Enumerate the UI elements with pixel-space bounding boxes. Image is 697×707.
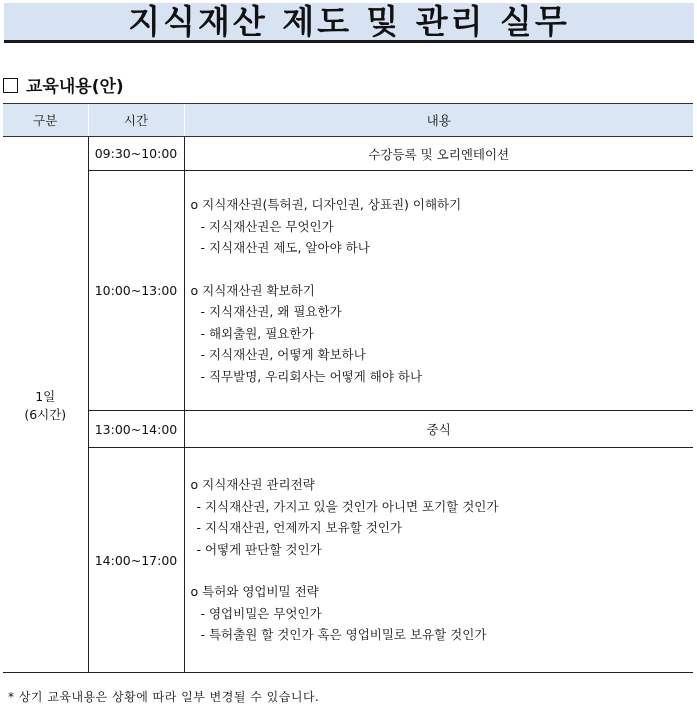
section-title: 교육내용(안) [26, 77, 124, 97]
time-cell: 09:30~10:00 [88, 137, 184, 171]
content-cell: 중식 [184, 411, 693, 448]
topic-item: - 직무발명, 우리회사는 어떻게 해야 하나 [200, 368, 423, 384]
topic-heading: o 지식재산권 확보하기 [190, 282, 315, 298]
table-row [3, 171, 693, 411]
topic-item: - 지식재산권 제도, 알아야 하나 [200, 240, 370, 255]
table-row [3, 448, 693, 673]
topic-item: - 어떻게 판단할 것인가 [196, 541, 322, 557]
topic-item: - 지식재산권, 왜 필요한가 [200, 304, 342, 319]
topic-item: - 해외출원, 필요한가 [200, 325, 314, 341]
title-banner [4, 3, 694, 43]
topic-heading: o 특허와 영업비밀 전략 [190, 584, 319, 600]
table-row [3, 137, 693, 171]
topic-item: - 지식재산권은 무엇인가 [200, 218, 334, 234]
table-row [3, 411, 693, 448]
topic-heading: o 지식재산권 관리전략 [190, 477, 315, 493]
content-cell: 수강등록 및 오리엔테이션 [184, 137, 693, 171]
page-title: 지식재산 제도 및 관리 실무 [128, 2, 570, 41]
time-cell: 10:00~13:00 [88, 171, 184, 411]
time-cell: 14:00~17:00 [88, 448, 184, 673]
header-time: 시간 [88, 104, 184, 137]
topic-item: - 지식재산권, 가지고 있을 것인가 아니면 포기할 것인가 [196, 498, 499, 514]
topic-item: - 특허출원 할 것인가 혹은 영업비밀로 보유할 것인가 [200, 627, 487, 643]
checkbox-square-icon [3, 78, 18, 93]
section-heading [3, 72, 124, 97]
header-content: 내용 [184, 104, 693, 137]
division-hours: (6시간) [24, 406, 67, 422]
header-division: 구분 [3, 104, 88, 137]
table-header-row [3, 104, 693, 137]
curriculum-table [3, 103, 693, 673]
topic-item: - 영업비밀은 무엇인가 [200, 605, 322, 621]
division-day: 1일 [35, 388, 56, 404]
time-cell: 13:00~14:00 [88, 411, 184, 448]
footnote: * 상기 교육내용은 상황에 따라 일부 변경될 수 있습니다. [8, 690, 320, 704]
topic-heading: o 지식재산권(특허권, 디자인권, 상표권) 이해하기 [190, 197, 462, 212]
division-cell [3, 137, 88, 673]
topic-item: - 지식재산권, 어떻게 확보하나 [200, 347, 366, 362]
topic-item: - 지식재산권, 언제까지 보유할 것인가 [196, 520, 403, 536]
content-cell [184, 448, 693, 673]
content-cell [184, 171, 693, 411]
